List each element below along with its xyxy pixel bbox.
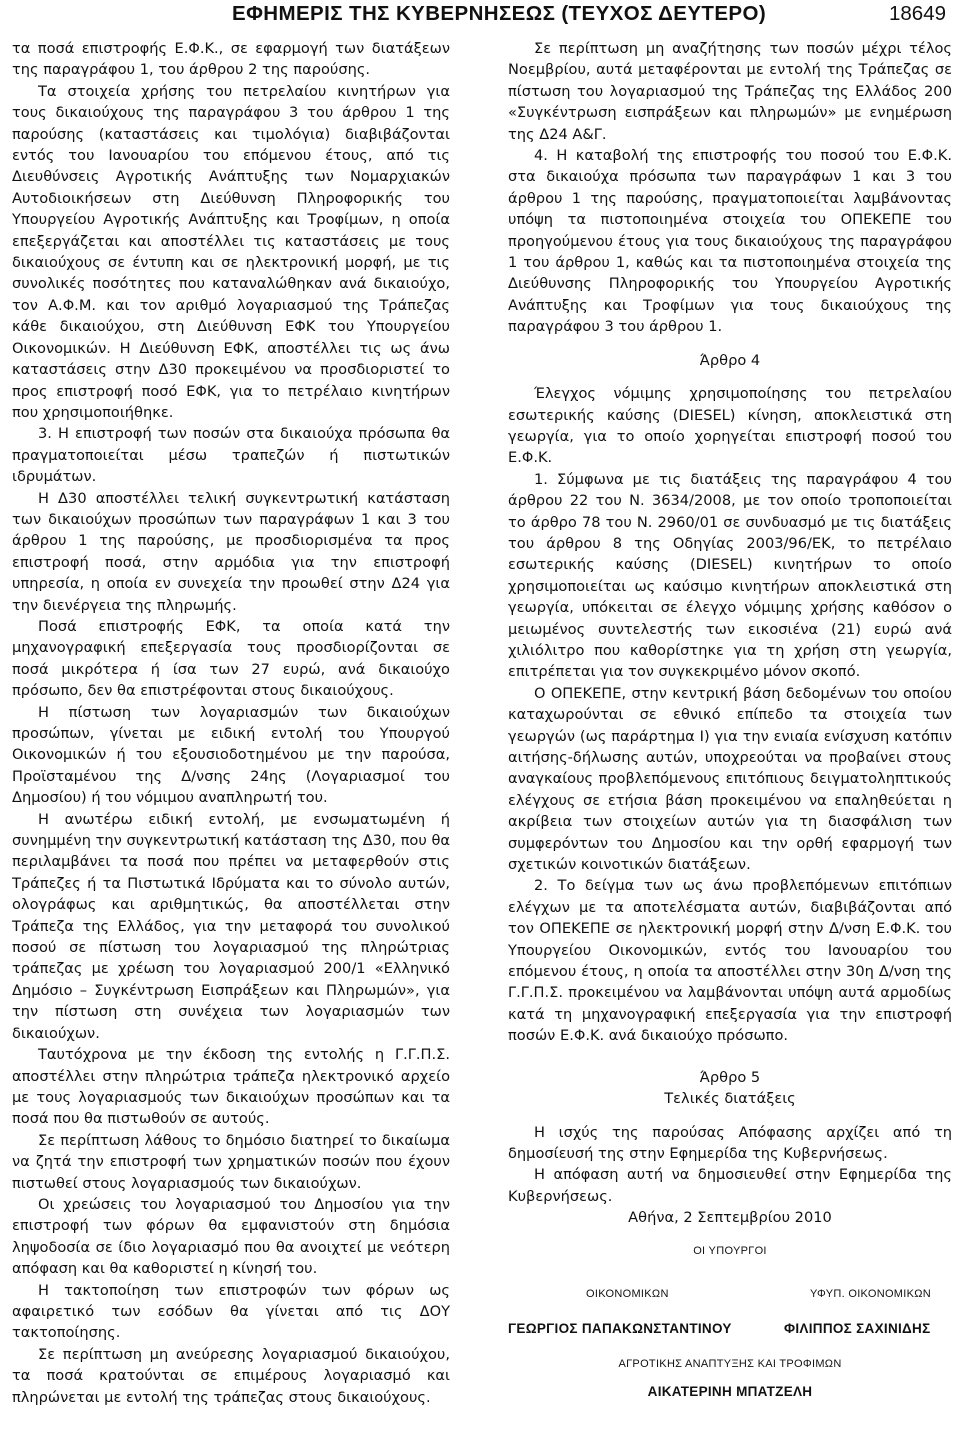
left-column (12, 38, 450, 1428)
agriculture-ministry-label: ΑΓΡΟΤΙΚΗΣ ΑΝΑΠΤΥΞΗΣ ΚΑΙ ΤΡΟΦΙΜΩΝ (618, 1357, 842, 1370)
page-number: 18649 (888, 2, 946, 25)
paragraph: Σε περίπτωση μη ανεύρεσης λογαριασμού δικαιούχου, τα ποσά κρατούνται σε επιμέρους λογαριασμό και πληρώνεται με εντολή της τράπεζας στους δικαιούχους. (12, 1345, 450, 1406)
article-4-heading: Άρθρο 4 (699, 351, 761, 369)
ministers-label: ΟΙ ΥΠΟΥΡΓΟΙ (693, 1244, 767, 1257)
paragraph: Ταυτόχρονα με την έκδοση της εντολής η Γ.Γ.Π.Σ. αποστέλλει στην πληρώτρια τράπεζα ηλεκτρονικό αρχείο με τους λογαριασμούς των δικαιούχων προσώπων και τα ποσά που θα πιστωθούν σε αυτούς. (12, 1046, 450, 1128)
paragraph: Η πίστωση των λογαριασμών των δικαιούχων προσώπων, γίνεται με ειδική εντολή του Υπουργού Οικονομικών ή του εξουσιοδοτημένου με την παρούσα, Προϊσταμένου της Δ/νσης 24ης (Λογαριασμοί του Δημοσίου) ή του νόμιμου αναπληρωτή του. (12, 703, 450, 807)
paragraph: 4. Η καταβολή της επιστροφής του ποσού του Ε.Φ.Κ. στα δικαιούχα πρόσωπα των παραγράφων 1 και 3 του άρθρου 1 της παρούσης, πραγματοποιείται λαμβάνοντας υπόψη τα πιστοποιημένα στοιχεία του ΟΠΕΚΕΠΕ του προηγούμενου έτους για τους δικαιούχους της παραγράφου 1 του άρθρου 1, καθώς και τα πιστοποιημένα στοιχεία της Διεύθυνσης Πληροφορικής του Υπουργείου Αγροτικής Ανάπτυξης και Τροφίμων για τους δικαιούχους της παραγράφου 3 του άρθρου 1. (508, 147, 952, 336)
finance-minister-name: ΓΕΩΡΓΙΟΣ ΠΑΠΑΚΩΝΣΤΑΝΤΙΝΟΥ (508, 1320, 732, 1336)
paragraph: Οι χρεώσεις του λογαριασμού του Δημοσίου για την επιστροφή των φόρων θα εμφανιστούν στη δημόσια ληψοδοσία σε ίδιο λογαριασμό που θα ανοιχτεί με νεότερη απόφαση και θα καθοριστεί η κίνησή του. (12, 1195, 450, 1278)
deputy-finance-label: ΥΦΥΠ. ΟΙΚΟΝΟΜΙΚΩΝ (810, 1287, 932, 1300)
signatory-names-row (508, 1318, 952, 1338)
paragraph: Η απόφαση αυτή να δημοσιευθεί στην Εφημερίδα της Κυβερνήσεως. (508, 1166, 952, 1205)
finance-label: ΟΙΚΟΝΟΜΙΚΩΝ (586, 1287, 669, 1300)
right-column (508, 38, 952, 1428)
article-5-heading: Άρθρο 5 (699, 1068, 761, 1086)
paragraph: Σε περίπτωση λάθους το δημόσιο διατηρεί το δικαίωμα να ζητά την επιστροφή των χρηματικών ποσών που έχουν πιστωθεί στους λογαριασμούς των δικαιούχων. (12, 1131, 450, 1192)
date-place: Αθήνα, 2 Σεπτεμβρίου 2010 (628, 1209, 832, 1227)
article-4-subtitle: Έλεγχος νόμιμης χρησιμοποίησης του πετρελαίου εσωτερικής καύσης (DIESEL) κίνηση, αποκλειστικά στη γεωργία, για το οποίο χορηγείται επιστροφή ποσού του Ε.Φ.Κ. (508, 385, 952, 467)
paragraph: 2. Το δείγμα των ως άνω προβλεπόμενων επιτόπιων ελέγχων με τα αποτελέσματα αυτών, διαβιβάζονται από τον ΟΠΕΚΕΠΕ σε ηλεκτρονική μορφή στην Δ/νση Ε.Φ.Κ. του Υπουργείου Οικονομικών, εντός του Ιανουαρίου του επόμενου έτους, η οποία τα αποστέλλει στην 30η Δ/νση της Γ.Γ.Π.Σ. προκειμένου να λαμβάνονται υπόψη αυτά αρμοδίως κατά τη μηχανογραφική επεξεργασία για την επιστροφή ποσών Ε.Φ.Κ. ανά δικαιούχο πρόσωπο. (508, 877, 952, 1045)
deputy-finance-minister-name: ΦΙΛΙΠΠΟΣ ΣΑΧΙΝΙΔΗΣ (784, 1320, 931, 1336)
paragraph: τα ποσά επιστροφής Ε.Φ.Κ., σε εφαρμογή των διατάξεων της παραγράφου 1, του άρθρου 2 της παρούσης. (12, 40, 450, 79)
paragraph: Τα στοιχεία χρήσης του πετρελαίου κινητήρων για τους δικαιούχους της παραγράφου 3 του άρθρου 1 της παρούσης (καταστάσεις και τιμολόγια) διαβιβάζονται εντός του Ιανουαρίου του επόμενου έτους, από τις Διευθύνσεις Αγροτικής Ανάπτυξης των Νομαρχιακών Αυτοδιοικήσεων στη Διεύθυνση Πληροφορικής του Υπουργείου Αγροτικής Ανάπτυξης και Τροφίμων, η οποία επεξεργάζεται και αποστέλλει τις καταστάσεις με τους δικαιούχους σε έντυπη και σε ηλεκτρονική μορφή, με τις συνολικές ποσότητες που καταναλώθηκαν ανά δικαιούχο, τον Α.Φ.Μ. και τον αριθμό λογαριασμού της Τράπεζας κάθε δικαιούχου, στη Διεύθυνση ΕΦΚ του Υπουργείου Οικονομικών. Η Διεύθυνση ΕΦΚ, αποστέλλει τις ως άνω καταστάσεις στην Δ30 προκειμένου να προσδιοριστεί το προς επιστροφή ποσό ΕΦΚ, για το πετρέλαιο κινητήρων που χρησιμοποιήθηκε. (12, 82, 450, 421)
page-header (0, 0, 960, 32)
paragraph: Ο ΟΠΕΚΕΠΕ, στην κεντρική βάση δεδομένων του οποίου καταχωρούνται σε εθνικό επίπεδο τα στοιχεία των γεωργών (ως παράρτημα Ι) για την ενιαία ενίσχυση κατόπιν αιτήσης-δήλωσης αυτών, υποχρεούται να προβαίνει στους αναγκαίους προβλεπόμενους επιτόπιους δειγματοληπτικούς ελέγχους σε ετήσια βάση προκειμένου να επαληθεύεται η ακρίβεια των στοιχείων αυτών για τη διασφάλιση των συμφερόντων του Δημοσίου και την ορθή εφαρμογή των σχετικών κοινοτικών διατάξεων. (508, 684, 952, 874)
paragraph: Η Δ30 αποστέλλει τελική συγκεντρωτική κατάσταση των δικαιούχων προσώπων των παραγράφων 1 και 3 του άρθρου 1 της παρούσης, με προσδιορισμένα τα προς επιστροφή ποσά, στην αρμόδια για την επιστροφή υπηρεσία, η οποία εν συνεχεία την προωθεί στην Δ24 για την διενέργεια της πληρωμής. (12, 489, 450, 614)
gazette-title: ΕΦΗΜΕΡΙΣ ΤΗΣ ΚΥΒΕΡΝΗΣΕΩΣ (ΤΕΥΧΟΣ ΔΕΥΤΕΡΟ) (232, 2, 767, 25)
agriculture-minister-name: ΑΙΚΑΤΕΡΙΝΗ ΜΠΑΤΖΕΛΗ (647, 1384, 813, 1400)
article-5-subtitle: Τελικές διατάξεις (664, 1090, 796, 1108)
ministry-labels-row (508, 1284, 952, 1304)
paragraph: 1. Σύμφωνα με τις διατάξεις της παραγράφου 4 του άρθρου 22 του Ν. 3634/2008, με τον οποίο τροποποιείται το άρθρο 78 του Ν. 2960/01 σε συνδυασμό με τις διατάξεις του άρθρου 8 της Οδηγίας 2003/96/ΕΚ, το πετρέλαιο εσωτερικής καύσης (DIESEL) κινητήρων το οποίο χρησιμοποιείται ως καύσιμο κινητήρων αποκλειστικά στη γεωργία, υπόκειται σε έλεγχο νόμιμης χρήσης καθόσον ο μειωμένος συντελεστής των εικοσιένα (21) ευρώ ανά χιλιόλιτρο που καθορίστηκε για τη χρήση στη γεωργία, επιτρέπεται για τον συγκεκριμένο μόνον σκοπό. (508, 470, 952, 681)
paragraph: 3. Η επιστροφή των ποσών στα δικαιούχα πρόσωπα θα πραγματοποιείται μέσω τραπεζών ή πιστωτικών ιδρυμάτων. (12, 425, 450, 486)
paragraph: Ποσά επιστροφής ΕΦΚ, τα οποία κατά την μηχανογραφική επεξεργασία τους προσδιορίζονται σε ποσά μικρότερα ή ίσα των 27 ευρώ, ανά δικαιούχο πρόσωπο, δεν θα επιστρέφονται στους δικαιούχους. (12, 617, 450, 700)
paragraph: Η ανωτέρω ειδική εντολή, με ενσωματωμένη ή συνημμένη την συγκεντρωτική κατάσταση της Δ30, που θα περιλαμβάνει τα ποσά που πρέπει να μεταφερθούν στις Τράπεζες ή τα Πιστωτικά Ιδρύματα και το σύνολο αυτών, ολογράφως και αριθμητικώς, θα αποστέλλεται στην Τράπεζα της Ελλάδος, για την μεταφορά του συνολικού ποσού σε πίστωση του λογαριασμού της πληρώτριας τράπεζας με χρέωση του λογαριασμού 200/1 «Ελληνικό Δημόσιο – Συγκέντρωση Εισπράξεων και Πληρωμών», για την πίστωση στη συνέχεια των λογαριασμών των δικαιούχων. (12, 810, 450, 1042)
paragraph: Η ισχύς της παρούσας Απόφασης αρχίζει από τη δημοσίευσή της στην Εφημερίδα της Κυβερνήσεως. (508, 1123, 952, 1162)
paragraph: Η τακτοποίηση των επιστροφών των φόρων ως αφαιρετικό των εσόδων θα γίνεται από τις ΔΟΥ τακτοποίησης. (12, 1281, 450, 1342)
paragraph: Σε περίπτωση μη αναζήτησης των ποσών μέχρι τέλος Νοεμβρίου, αυτά μεταφέρονται με εντολή της Τράπεζας σε πίστωση του λογαριασμού της Τράπεζας της Ελλάδος 200 «Συγκέντρωση εισπράξεων και πληρωμών» με ενημέρωση της Δ24 Α&Γ. (508, 40, 952, 143)
